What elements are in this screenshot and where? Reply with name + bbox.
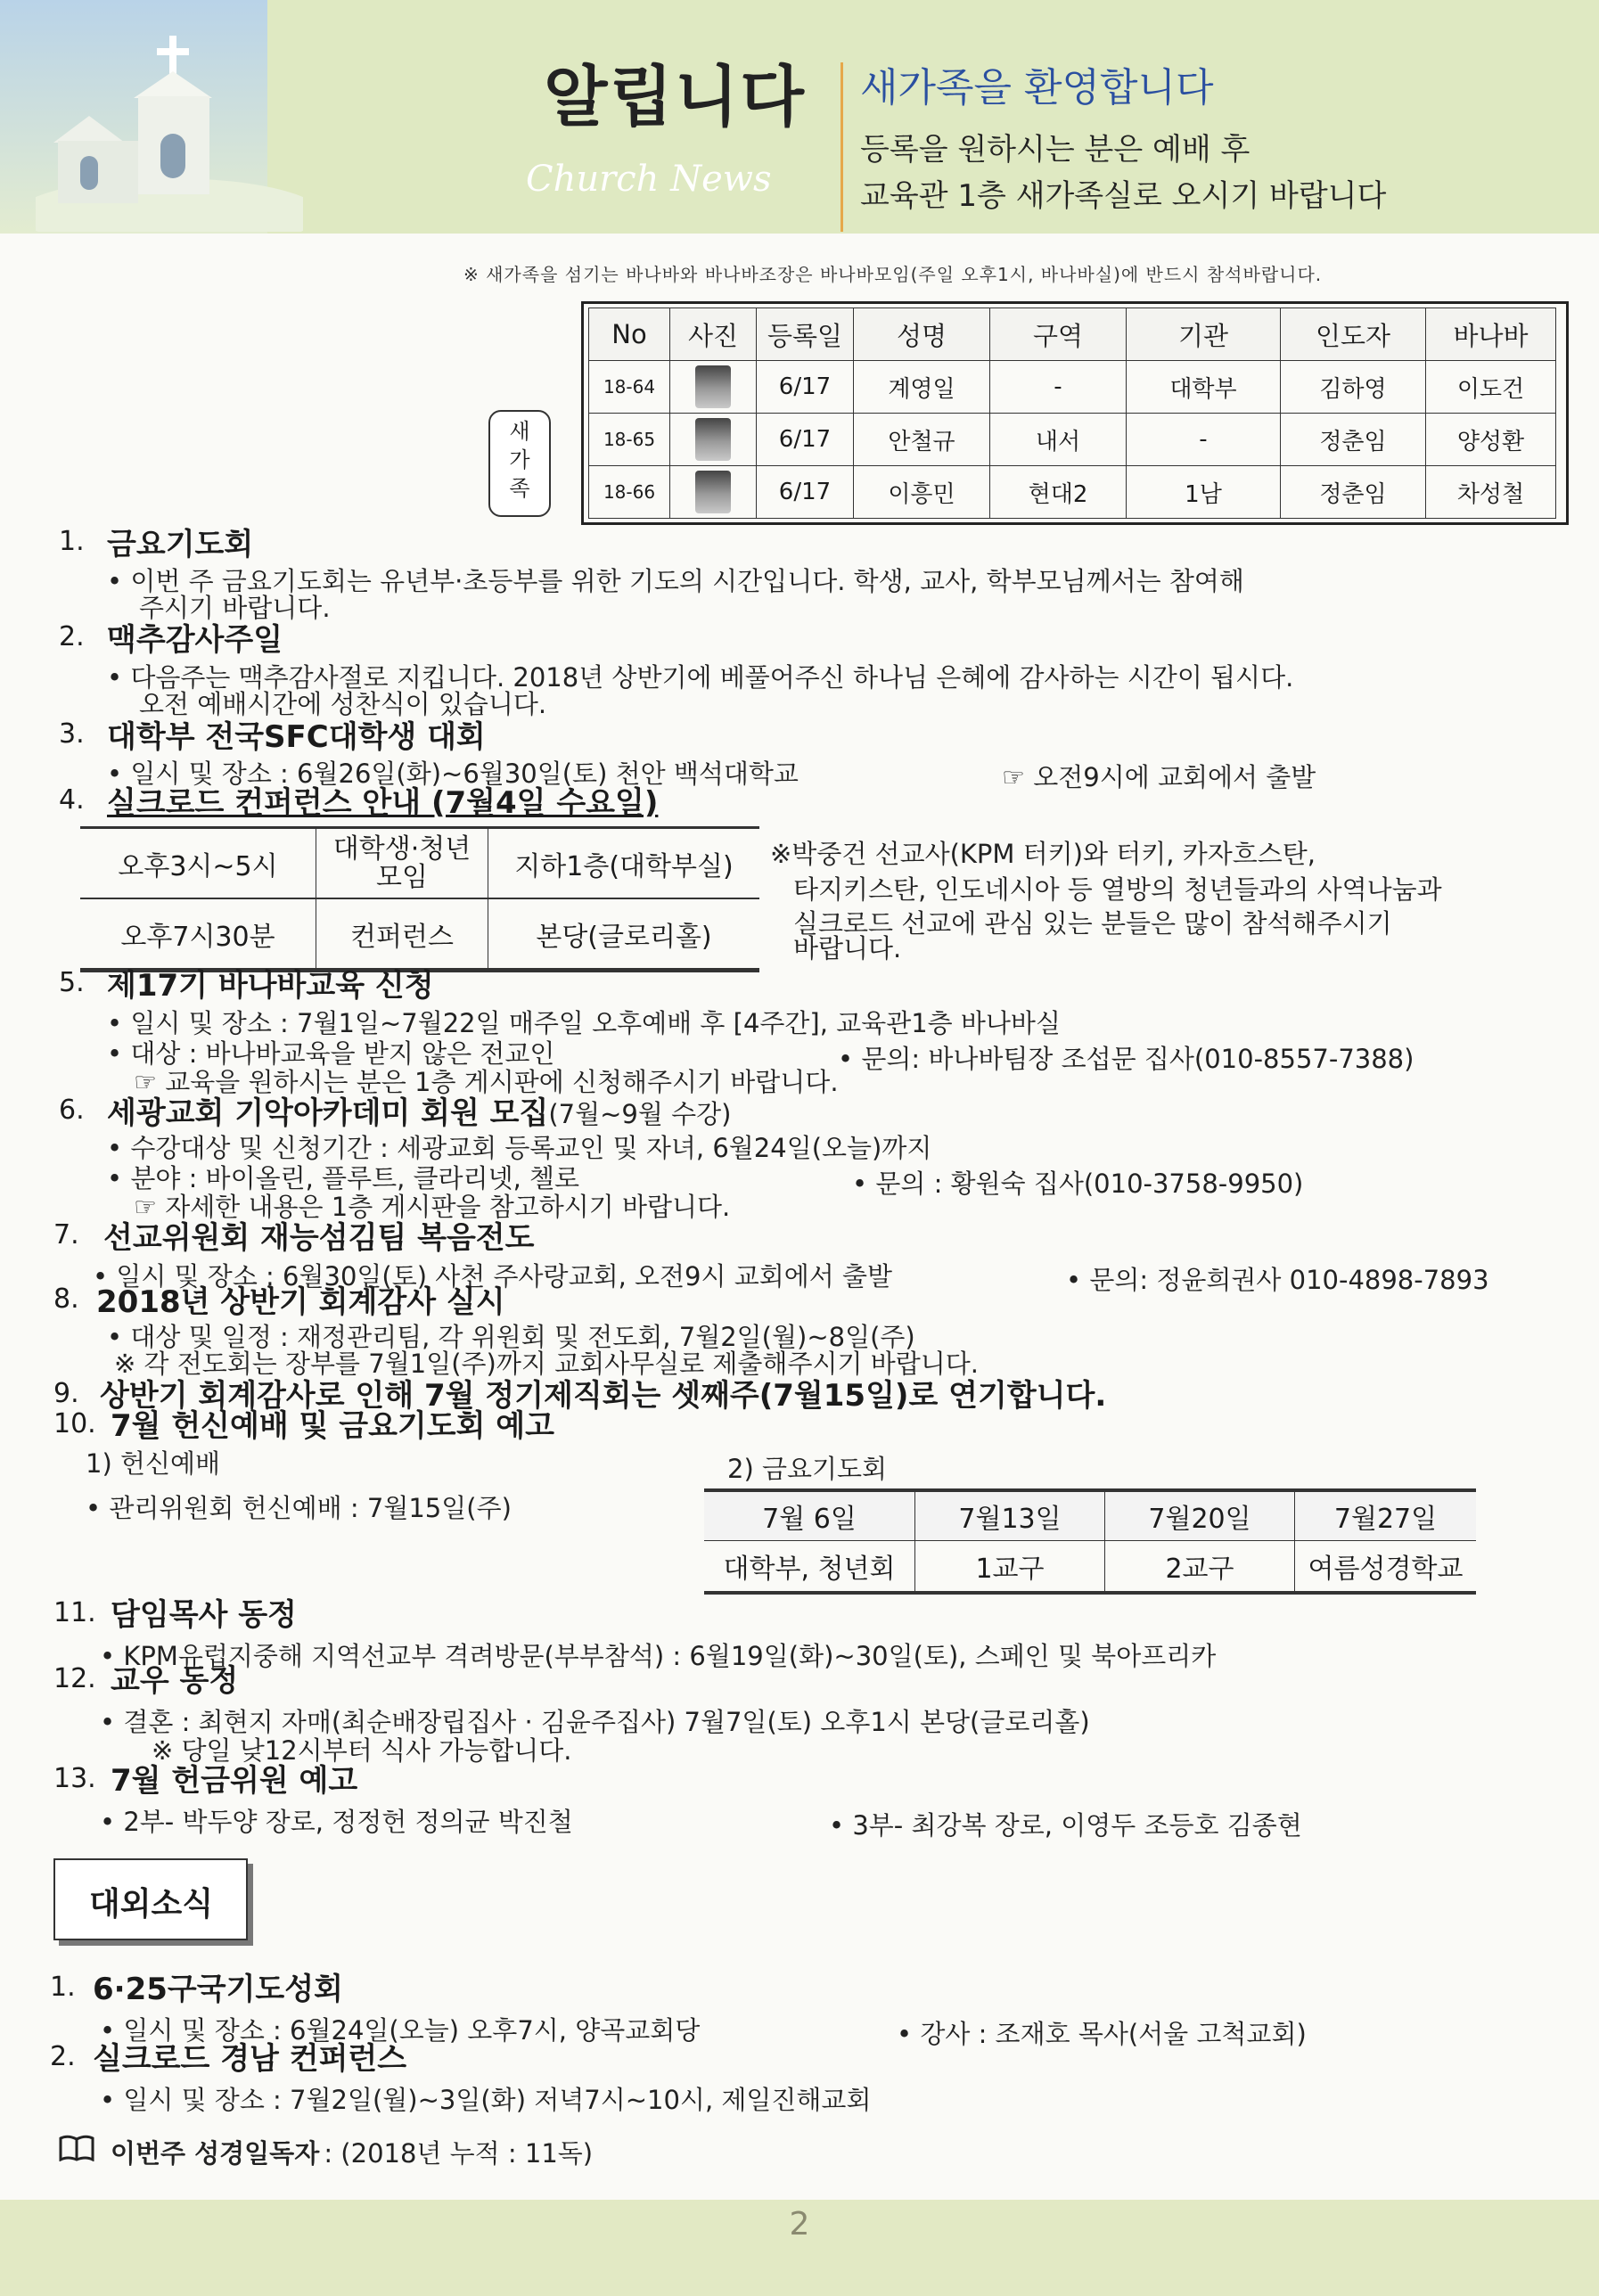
cell-barnabas: 양성환 [1426,414,1556,466]
col-no: No [589,308,670,361]
item-9-title: 상반기 회계감사로 인해 7월 정기제직회는 셋째주(7월15일)로 연기합니다. [100,1378,1107,1414]
item-7-line-1: • 일시 및 장소 : 6월30일(토) 사천 주사랑교회, 오전9시 교회에서 출발 [93,1261,893,1292]
item-1-title: 금요기도회 [107,527,254,562]
member-photo [695,418,731,461]
cell-place: 본당(글로리홀) [488,898,760,971]
book-icon [59,2134,94,2169]
cell-guide: 정춘임 [1281,466,1426,519]
cell-group: 대학부, 청년회 [704,1541,915,1594]
item-6-title: 세광교회 기악아카데미 회원 모집 [107,1095,549,1131]
col-date: 7월20일 [1105,1490,1295,1541]
cell-org: - [1127,414,1281,466]
item-3-line-1: • 일시 및 장소 : 6월26일(화)~6월30일(토) 천안 백석대학교 [107,758,799,789]
ext-1-speaker: • 강사 : 조재호 목사(서울 고척교회) [897,2019,1307,2049]
bible-reading-value: : (2018년 누적 : 11독) [324,2138,594,2169]
item-6-line-1: • 수강대상 및 신청기간 : 세광교회 등록교인 및 자녀, 6월24일(오늘)까지 [107,1133,932,1163]
cell-name: 안철규 [854,414,990,466]
item-6-title-wrap [107,1088,731,1132]
table-row [80,898,759,971]
item-4-note-2: 타지키스탄, 인도네시아 등 열방의 청년들과의 사역나눔과 [793,874,1442,905]
item-13-number: 13. [53,1763,96,1794]
cell-date: 6/17 [757,414,854,466]
cell-photo [670,414,757,466]
item-5-line-1: • 일시 및 장소 : 7월1일~7월22일 매주일 오후예배 후 [4주간], 교육관1층 바나바실 [107,1008,1061,1038]
silkroad-schedule-table [80,826,759,972]
cell-event: 대학생·청년 모임 [316,828,488,899]
tag-char-3: 족 [509,476,530,501]
item-3-number: 3. [59,718,85,750]
item-6-number: 6. [59,1095,85,1126]
item-4-title: 실크로드 컨퍼런스 안내 (7월4일 수요일) [107,785,659,821]
item-8-title: 2018년 상반기 회계감사 실시 [96,1284,505,1320]
register-line-2: 교육관 1층 새가족실로 오시기 바랍니다 [860,178,1387,214]
item-13-line-1: • 2부- 박두양 장로, 정정헌 정의균 박진철 [100,1807,573,1837]
page-subtitle-en: Church News [526,159,772,200]
item-10-number: 10. [53,1408,96,1439]
item-5-line-3: ☞ 교육을 원하시는 분은 1층 게시판에 신청해주시기 바랍니다. [134,1067,839,1097]
cell-no: 18-65 [589,414,670,466]
bible-reading-line [111,2134,593,2170]
col-area: 구역 [990,308,1127,361]
cell-date: 6/17 [757,361,854,414]
barnabas-note: ※ 새가족을 섬기는 바나바와 바나바조장은 바나바모임(주일 오후1시, 바나바실)에 반드시 참석바랍니다. [463,264,1323,285]
cell-guide: 정춘임 [1281,414,1426,466]
new-family-table [588,308,1556,519]
col-barnabas: 바나바 [1426,308,1556,361]
cell-time: 오후3시~5시 [80,828,316,899]
table-header-row [704,1490,1476,1541]
item-12-number: 12. [53,1663,96,1694]
col-date: 7월13일 [915,1490,1105,1541]
cell-guide: 김하영 [1281,361,1426,414]
ext-1-number: 1. [50,1972,76,2003]
welcome-heading: 새가족을 환영합니다 [860,65,1214,111]
item-4-number: 4. [59,784,85,816]
cell-photo [670,361,757,414]
item-7-title: 선교위원회 재능섬김팀 복음전도 [103,1220,535,1256]
item-7-contact: • 문의: 정윤희권사 010-4898-7893 [1066,1265,1489,1295]
page-title: 알립니다 [544,59,806,135]
col-guide: 인도자 [1281,308,1426,361]
cell-name: 계영일 [854,361,990,414]
item-2-line-2: 오전 예배시간에 성찬식이 있습니다. [139,689,547,719]
col-date: 7월27일 [1295,1490,1477,1541]
item-6-line-2: • 분야 : 바이올린, 플루트, 클라리넷, 첼로 [107,1163,580,1193]
item-5-line-2: • 대상 : 바나바교육을 받지 않은 전교인 [107,1038,555,1069]
church-illustration [36,18,303,232]
cell-barnabas: 차성철 [1426,466,1556,519]
item-11-title: 담임목사 동정 [111,1597,297,1633]
cell-barnabas: 이도건 [1426,361,1556,414]
cell-org: 대학부 [1127,361,1281,414]
cell-place: 지하1층(대학부실) [488,828,760,899]
ext-1-line-1: • 일시 및 장소 : 6월24일(오늘) 오후7시, 양곡교회당 [100,2015,701,2046]
register-line-1: 등록을 원하시는 분은 예배 후 [860,132,1250,168]
item-8-line-2: ※ 각 전도회는 장부를 7월1일(주)까지 교회사무실로 제출해주시기 바랍니다. [114,1349,979,1379]
item-4-note-1: ※박중건 선교사(KPM 터키)와 터키, 카자흐스탄, [770,839,1316,869]
cell-group: 2교구 [1105,1541,1295,1594]
item-3-title: 대학부 전국SFC대학생 대회 [107,719,486,755]
ext-2-number: 2. [50,2041,76,2072]
item-5-title: 제17기 바나바교육 신청 [107,968,434,1004]
item-11-number: 11. [53,1597,96,1628]
cell-no: 18-64 [589,361,670,414]
item-10-title: 7월 헌신예배 및 금요기도회 예고 [111,1408,554,1444]
item-4-note-3: 실크로드 선교에 관심 있는 분들은 많이 참석해주시기 [793,908,1392,939]
cell-area: - [990,361,1127,414]
bible-reading-label: 이번주 성경일독자 [111,2138,320,2169]
tag-char-1: 새 [509,419,530,444]
header-divider [840,62,843,232]
cell-time: 오후7시30분 [80,898,316,971]
item-8-line-1: • 대상 및 일정 : 재정관리팀, 각 위원회 및 전도회, 7월2일(월)~8일(주) [107,1322,915,1352]
item-1-number: 1. [59,526,85,557]
item-11-line-1: • KPM유럽지중해 지역선교부 격려방문(부부참석) : 6월19일(화)~30일(토), 스페인 및 북아프리카 [100,1641,1217,1671]
item-6-line-3: ☞ 자세한 내용은 1층 게시판을 참고하시기 바랍니다. [134,1192,731,1222]
cell-name: 이흥민 [854,466,990,519]
cell-photo [670,466,757,519]
item-2-number: 2. [59,621,85,652]
col-date: 등록일 [757,308,854,361]
item-1-line-1: • 이번 주 금요기도회는 유년부·초등부를 위한 기도의 시간입니다. 학생, 교사, 학부모님께서는 참여해 [107,566,1244,596]
item-8-number: 8. [53,1283,79,1315]
item-4-note-4: 바랍니다. [793,933,902,964]
item-6-title-period: (7월~9월 수강) [548,1099,732,1129]
item-13-title: 7월 헌금위원 예고 [111,1763,358,1799]
item-13-line-2: • 3부- 최강복 장로, 이영두 조등호 김종현 [829,1810,1302,1841]
ext-2-line-1: • 일시 및 장소 : 7월2일(월)~3일(화) 저녁7시~10시, 제일진해교회 [100,2085,872,2115]
item-1-line-2: 주시기 바랍니다. [139,593,331,623]
new-family-tag [488,410,551,517]
member-photo [695,365,731,408]
external-news-label: 대외소식 [89,1886,214,1923]
item-12-title: 교우 동정 [111,1663,239,1699]
table-row [589,414,1556,466]
item-9-number: 9. [53,1378,79,1409]
item-12-line-2: ※ 당일 낮12시부터 식사 가능합니다. [152,1735,572,1766]
item-7-number: 7. [53,1219,79,1250]
table-row [589,361,1556,414]
table-row [589,466,1556,519]
col-name: 성명 [854,308,990,361]
item-2-line-1: • 다음주는 맥추감사절로 지킵니다. 2018년 상반기에 베풀어주신 하나님 은혜에 감사하는 시간이 됩시다. [107,662,1294,693]
member-photo [695,471,731,513]
item-12-line-1: • 결혼 : 최현지 자매(최순배장립집사 · 김윤주집사) 7월7일(토) 오후1시 본당(글로리홀) [100,1707,1090,1737]
item-10-sub-1-line: • 관리위원회 헌신예배 : 7월15일(주) [86,1493,512,1523]
item-6-contact: • 문의 : 황원숙 집사(010-3758-9950) [852,1168,1304,1199]
item-10-sub-2: 2) 금요기도회 [727,1454,888,1484]
header-banner [0,0,1599,234]
item-5-number: 5. [59,967,85,998]
cell-no: 18-66 [589,466,670,519]
cell-area: 내서 [990,414,1127,466]
col-photo: 사진 [670,308,757,361]
page-number: 2 [789,2206,810,2243]
item-5-contact: • 문의: 바나바팀장 조섭문 집사(010-8557-7388) [838,1044,1414,1074]
ext-2-title: 실크로드 경남 컨퍼런스 [93,2041,407,2077]
cell-group: 1교구 [915,1541,1105,1594]
table-header-row [589,308,1556,361]
cell-org: 1남 [1127,466,1281,519]
cell-area: 현대2 [990,466,1127,519]
friday-prayer-table [704,1488,1476,1595]
cell-event: 컨퍼런스 [316,898,488,971]
item-2-title: 맥추감사주일 [107,622,283,658]
item-3-departure: ☞ 오전9시에 교회에서 출발 [1002,762,1316,792]
item-10-sub-1: 1) 헌신예배 [86,1448,221,1479]
tag-char-2: 가 [509,447,530,472]
table-row [80,828,759,899]
ext-1-title: 6·25구국기도성회 [93,1972,343,2007]
col-date: 7월 6일 [704,1490,915,1541]
cell-date: 6/17 [757,466,854,519]
col-org: 기관 [1127,308,1281,361]
cell-group: 여름성경학교 [1295,1541,1477,1594]
table-row [704,1541,1476,1594]
